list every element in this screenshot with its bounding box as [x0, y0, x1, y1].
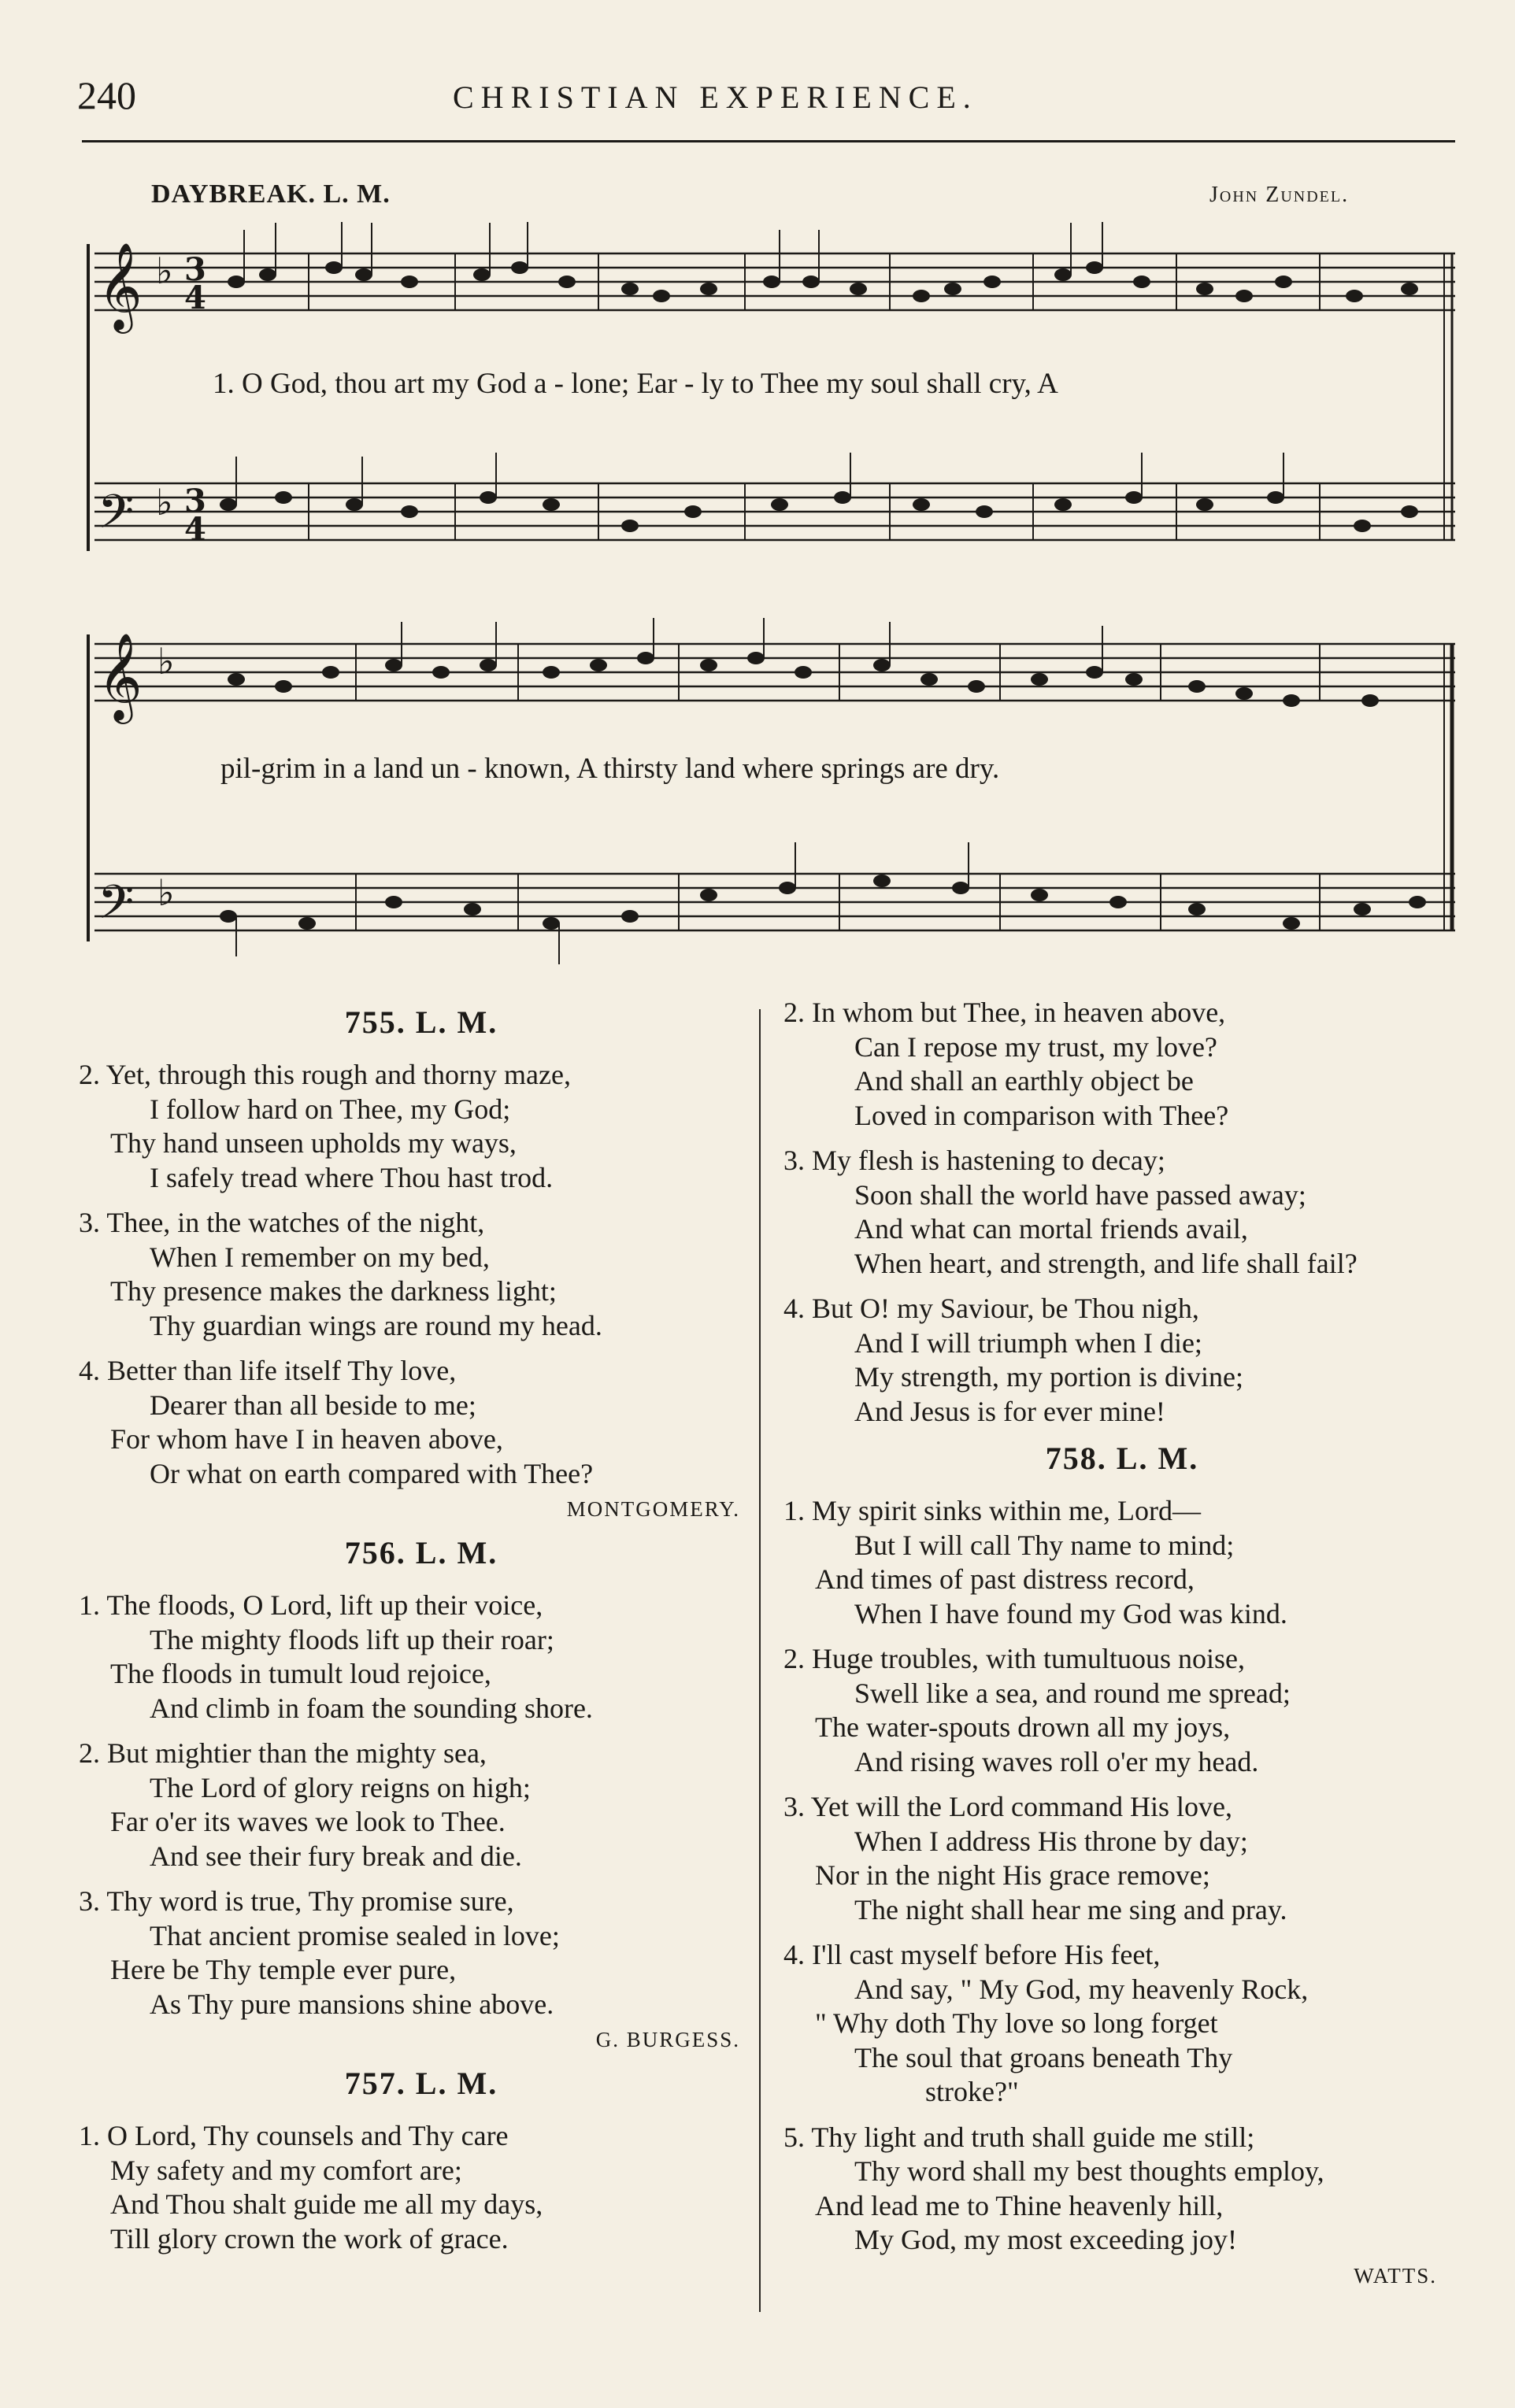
hymn-757-continued — [783, 996, 1461, 1429]
running-head: CHRISTIAN EXPERIENCE. — [453, 80, 978, 115]
clefs-and-time — [98, 242, 206, 941]
verse-line: The soul that groans beneath Thy — [854, 2041, 1233, 2073]
verse-line: Nor in the night His grace remove; — [815, 1859, 1210, 1891]
verse-line: And rising waves roll o'er my head. — [854, 1745, 1259, 1777]
svg-text:4: 4 — [184, 279, 206, 316]
hymn-758 — [783, 1440, 1461, 2288]
verse-line: But I will call Thy name to mind; — [854, 1529, 1235, 1561]
lyric-line-1: 1. O God, thou art my God a - lone; Ear - ly to Thee my soul shall cry, A — [213, 368, 1058, 400]
verse-line: 1. O Lord, Thy counsels and Thy care — [79, 2120, 509, 2151]
verse-line: When I address His throne by day; — [854, 1825, 1248, 1857]
lyric-line-2: pil-grim in a land un - known, A thirsty land where springs are dry. — [220, 753, 1000, 785]
verse-line: Swell like a sea, and round me spread; — [854, 1677, 1291, 1709]
verse-line: The Lord of glory reigns on high; — [150, 1771, 531, 1803]
verse-line: And see their fury break and die. — [150, 1840, 522, 1872]
stanza — [79, 1058, 764, 1195]
verse-line: The floods in tumult loud rejoice, — [110, 1658, 491, 1689]
verse-line: I safely tread where Thou hast trod. — [150, 1161, 554, 1193]
verse-line: Far o'er its waves we look to Thee. — [110, 1806, 506, 1837]
flat-icon: ♭ — [156, 250, 173, 292]
verse-line: Thy guardian wings are round my head. — [150, 1309, 602, 1341]
hymn-title: 756. L. M. — [344, 1535, 498, 1570]
verse-line: And shall an earthly object be — [854, 1065, 1194, 1097]
verse-line: And times of past distress record, — [815, 1563, 1195, 1595]
left-column — [79, 996, 764, 2267]
verse-line: As Thy pure mansions shine above. — [150, 1988, 554, 2020]
stanza — [79, 1206, 764, 1343]
verse-line: And climb in foam the sounding shore. — [150, 1692, 593, 1724]
verse-line: 2. But mightier than the mighty sea, — [79, 1737, 487, 1769]
verse-line: Till glory crown the work of grace. — [110, 2222, 509, 2254]
verse-line: Dearer than all beside to me; — [150, 1389, 476, 1421]
verse-line: And lead me to Thine heavenly hill, — [815, 2189, 1224, 2221]
verse-line: stroke?" — [925, 2076, 1019, 2107]
system-2-bass-staff — [94, 874, 1455, 930]
verse-line: I follow hard on Thee, my God; — [150, 1093, 511, 1125]
system-braces — [88, 244, 1452, 941]
bass-clef-icon: 𝄢 — [98, 484, 135, 550]
stanza — [79, 1354, 764, 1491]
verse-line: When I have found my God was kind. — [854, 1597, 1287, 1629]
stanza — [783, 1790, 1461, 1927]
flat-icon: ♭ — [157, 640, 175, 682]
verse-line: For whom have I in heaven above, — [110, 1423, 503, 1455]
verse-line: Here be Thy temple ever pure, — [110, 1954, 457, 1985]
verse-line: When heart, and strength, and life shall fail? — [854, 1247, 1358, 1279]
verse-line: 2. In whom but Thee, in heaven above, — [783, 997, 1226, 1028]
verse-line: The water-spouts drown all my joys, — [815, 1711, 1231, 1743]
verse-line: 1. The floods, O Lord, lift up their voice, — [79, 1589, 543, 1621]
stanza — [79, 2119, 764, 2256]
verse-line: My strength, my portion is divine; — [854, 1361, 1243, 1393]
stanza — [783, 1144, 1461, 1281]
verse-line: And I will triumph when I die; — [854, 1326, 1202, 1359]
treble-clef-icon: 𝄞 — [98, 632, 143, 720]
verse-line: 4. Better than life itself Thy love, — [79, 1355, 457, 1386]
right-column — [783, 996, 1461, 2301]
verse-line: " Why doth Thy love so long forget — [815, 2007, 1218, 2039]
hymn-756 — [79, 1534, 764, 2052]
verse-line: Soon shall the world have passed away; — [854, 1178, 1306, 1211]
hymn-author: MONTGOMERY. — [566, 1497, 740, 1521]
svg-text:3: 3 — [184, 483, 206, 520]
column-divider — [759, 1009, 761, 2312]
noteheads — [220, 261, 1426, 930]
svg-text:3: 3 — [184, 251, 206, 288]
hymn-755 — [79, 1004, 764, 1522]
system-1-bass-staff — [94, 483, 1455, 540]
hymn-title: 758. L. M. — [1045, 1441, 1199, 1476]
verse-line: Thy presence makes the darkness light; — [110, 1275, 557, 1307]
verse-line: And Jesus is for ever mine! — [854, 1395, 1165, 1427]
stanza — [783, 1292, 1461, 1429]
svg-text:4: 4 — [184, 511, 206, 548]
verse-line: My God, my most exceeding joy! — [854, 2224, 1237, 2255]
verse-line: 4. I'll cast myself before His feet, — [783, 1939, 1161, 1970]
verse-line: And say, " My God, my heavenly Rock, — [854, 1973, 1309, 2005]
treble-clef-icon: 𝄞 — [98, 242, 143, 330]
verse-line: 1. My spirit sinks within me, Lord— — [783, 1495, 1201, 1526]
verse-line: The night shall hear me sing and pray. — [854, 1893, 1287, 1925]
verse-line: 3. My flesh is hastening to decay; — [783, 1145, 1165, 1176]
hymn-author: G. BURGESS. — [595, 2028, 740, 2051]
verse-line: 3. Thee, in the watches of the night, — [79, 1207, 485, 1238]
stanza — [783, 1494, 1461, 1631]
verse-line: Loved in comparison with Thee? — [854, 1099, 1229, 1131]
note-stems — [236, 222, 1283, 964]
flat-icon: ♭ — [157, 871, 175, 914]
stanza — [783, 1938, 1461, 2110]
verse-line: That ancient promise sealed in love; — [150, 1919, 560, 1951]
flat-icon: ♭ — [156, 481, 173, 523]
verse-line: 3. Yet will the Lord command His love, — [783, 1791, 1232, 1822]
verse-line: Or what on earth compared with Thee? — [150, 1457, 594, 1489]
stanza — [79, 1589, 764, 1726]
stanza — [79, 1885, 764, 2021]
hymn-757 — [79, 2065, 764, 2256]
verse-line: Thy hand unseen upholds my ways, — [110, 1127, 517, 1159]
verse-line: 3. Thy word is true, Thy promise sure, — [79, 1885, 514, 1917]
tune-composer: John Zundel. — [1209, 183, 1350, 207]
stanza — [783, 996, 1461, 1133]
music-score — [0, 0, 1515, 992]
bar-lines — [309, 253, 1320, 930]
stanza — [783, 2121, 1461, 2258]
hymn-author: WATTS. — [1354, 2263, 1437, 2288]
verse-line: And what can mortal friends avail, — [854, 1213, 1248, 1245]
verse-line: My safety and my comfort are; — [110, 2154, 462, 2186]
verse-line: And Thou shalt guide me all my days, — [110, 2188, 543, 2220]
verse-line: 2. Huge troubles, with tumultuous noise, — [783, 1643, 1245, 1674]
verse-line: 2. Yet, through this rough and thorny maze, — [79, 1059, 571, 1090]
stanza — [79, 1737, 764, 1874]
verse-line: The mighty floods lift up their roar; — [150, 1623, 554, 1655]
verse-line: Can I repose my trust, my love? — [854, 1030, 1217, 1063]
verse-line: When I remember on my bed, — [150, 1241, 490, 1273]
verse-line: 4. But O! my Saviour, be Thou nigh, — [783, 1293, 1199, 1324]
verse-line: Thy word shall my best thoughts employ, — [854, 2155, 1324, 2187]
stanza — [783, 1642, 1461, 1779]
verse-line: 5. Thy light and truth shall guide me still; — [783, 2121, 1255, 2153]
hymn-title: 755. L. M. — [344, 1004, 498, 1040]
tune-name: DAYBREAK. L. M. — [151, 179, 391, 209]
bass-clef-icon: 𝄢 — [98, 875, 135, 941]
page-number: 240 — [77, 73, 136, 117]
hymn-title: 757. L. M. — [344, 2066, 498, 2101]
